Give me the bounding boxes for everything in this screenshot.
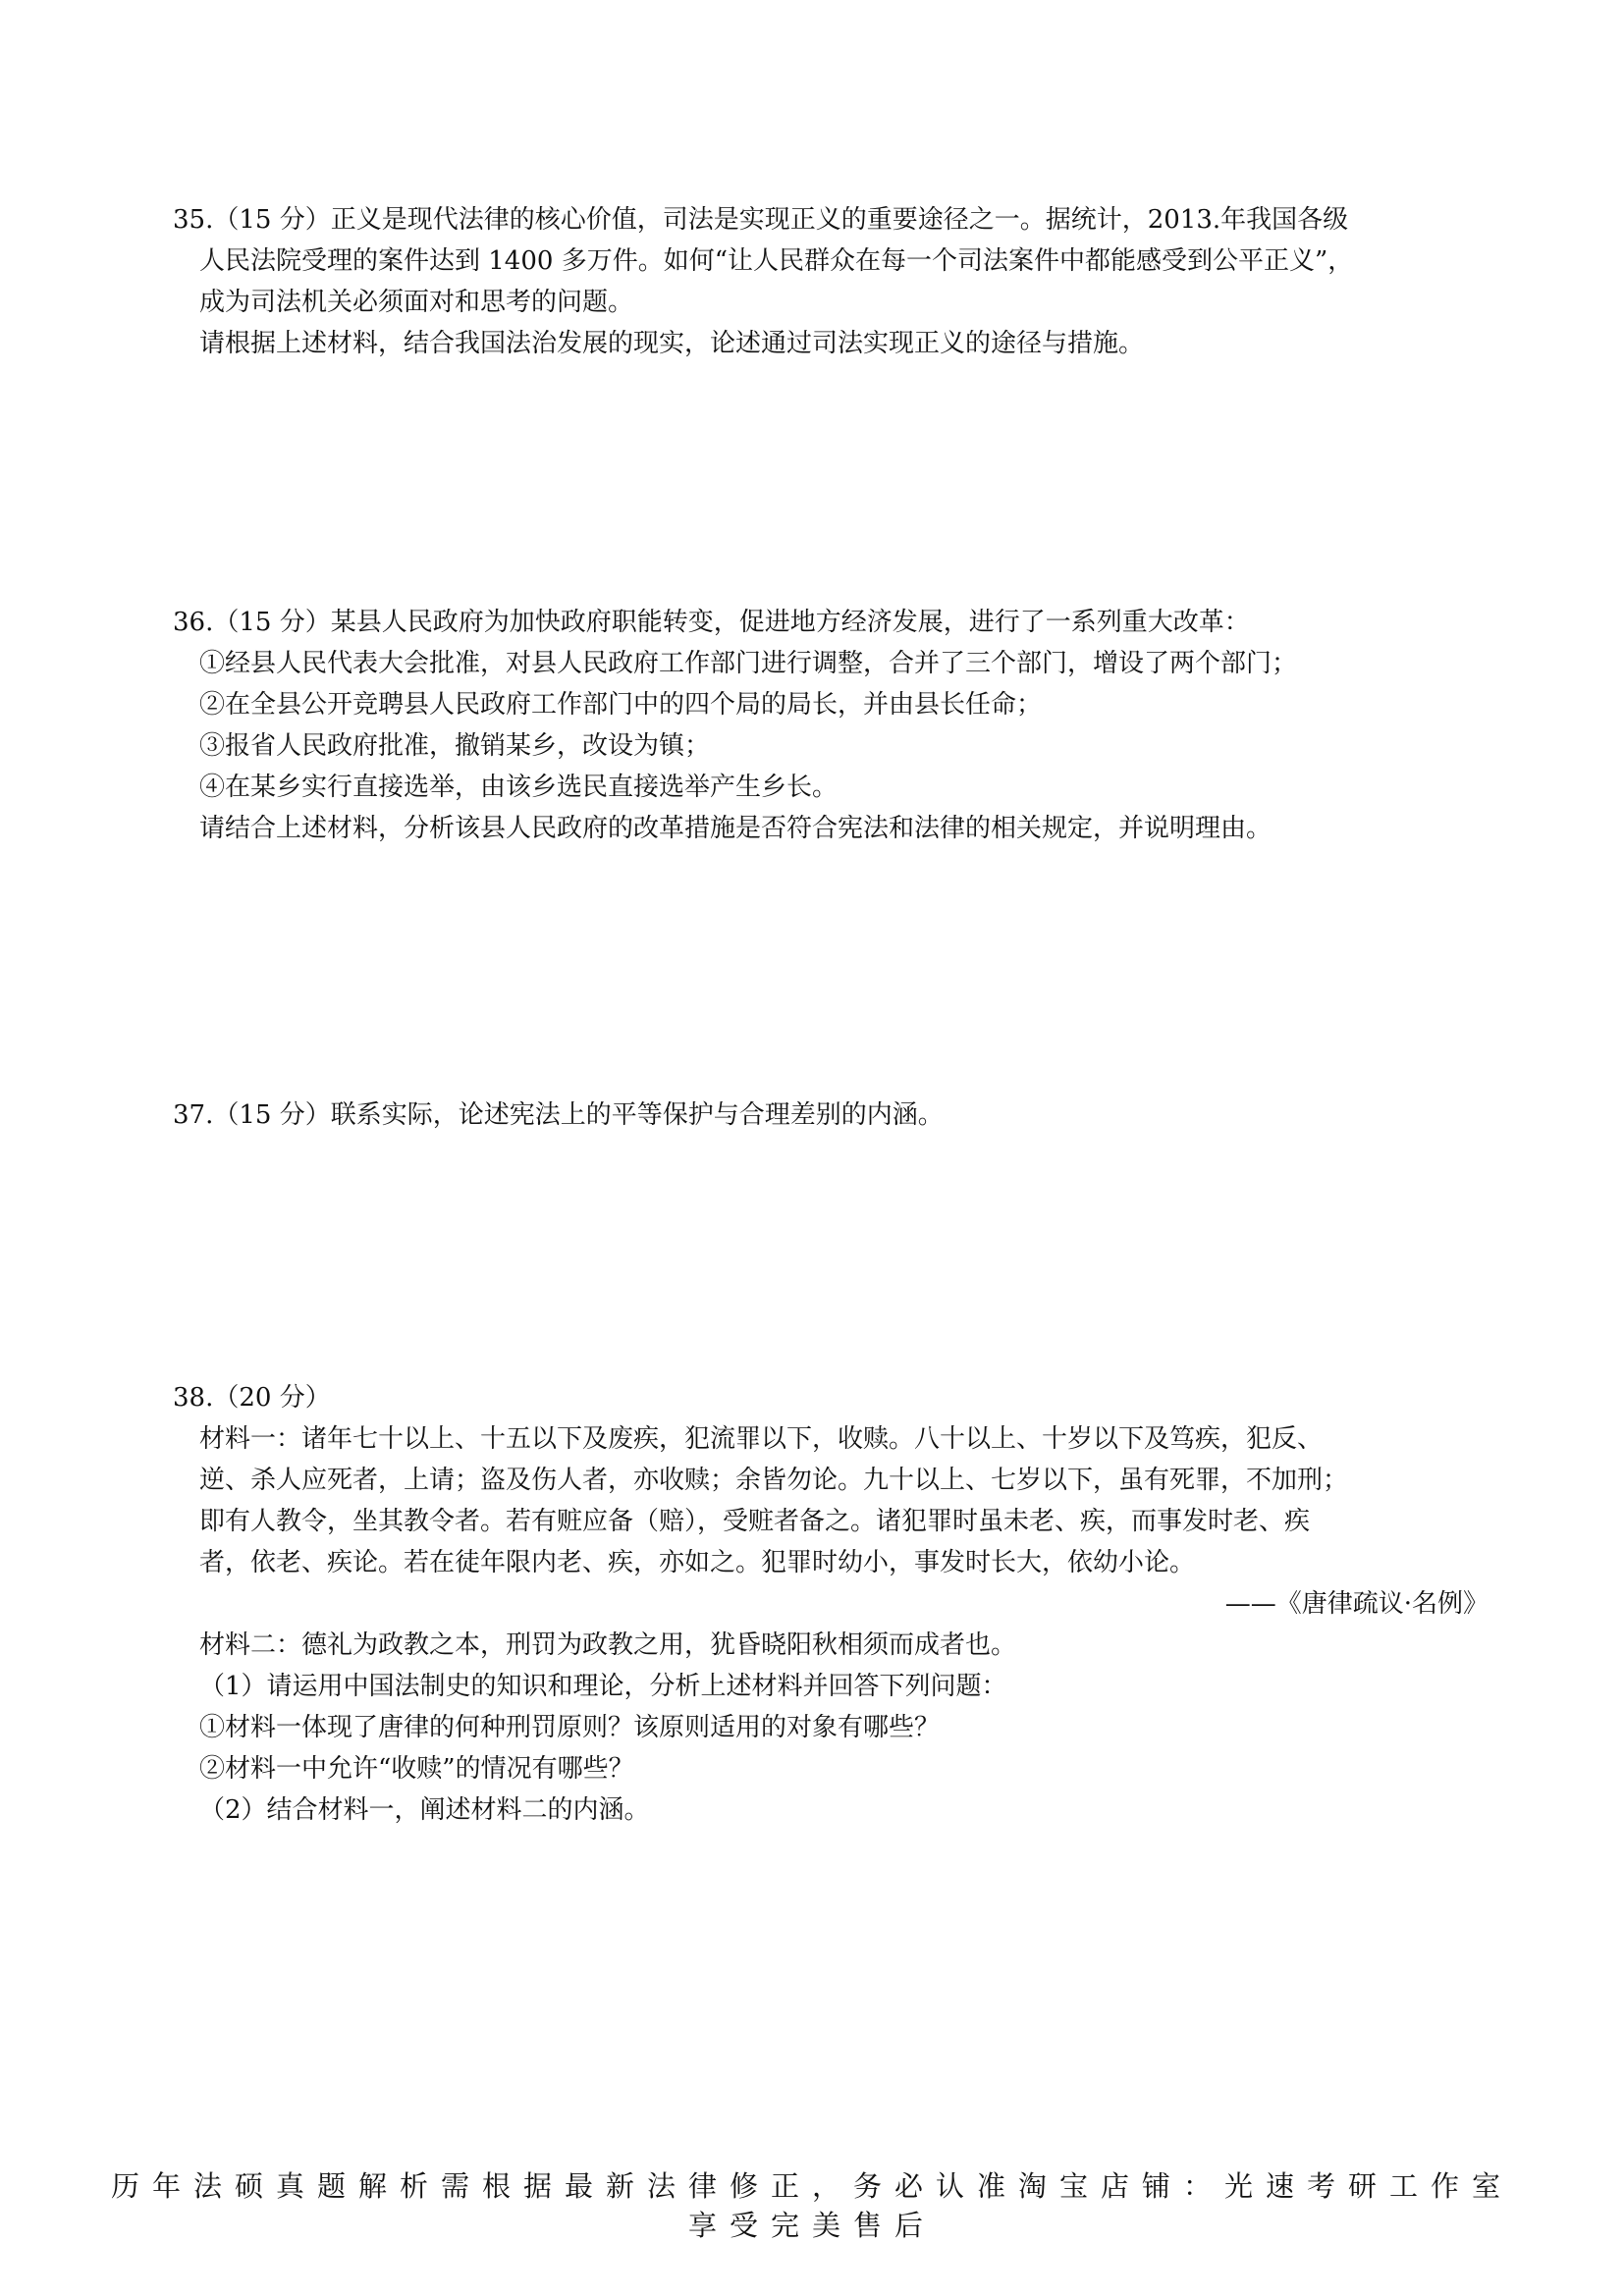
q35-line-1: 35.（15 分）正义是现代法律的核心价值，司法是实现正义的重要途径之一。据统计，2013.年我国各级	[173, 205, 1349, 235]
question-38	[173, 1377, 1489, 1831]
q36-item-2: ②在全县公开竞聘县人民政府工作部门中的四个局的局长，并由县长任命；	[199, 690, 1043, 720]
q35-line-4: 请根据上述材料，结合我国法治发展的现实，论述通过司法实现正义的途径与措施。	[199, 329, 1145, 358]
q37-line-1: 37.（15 分）联系实际，论述宪法上的平等保护与合理差别的内涵。	[173, 1100, 944, 1130]
footer-notice-line-2: 享受完美售后	[687, 2209, 936, 2242]
q38-material1-source: ——《唐律疏议·名例》	[1224, 1589, 1489, 1619]
q38-subquestion-1-item-2: ②材料一中允许“收赎”的情况有哪些？	[199, 1754, 634, 1784]
footer-notice: 历年法硕真题解析需根据最新法律修正，务必认准淘宝店铺：光速考研工作室	[110, 2169, 1513, 2203]
q38-subquestion-2: （2）结合材料一，阐述材料二的内涵。	[199, 1795, 650, 1825]
q36-item-1: ①经县人民代表大会批准，对县人民政府工作部门进行调整，合并了三个部门，增设了两个部门；	[199, 649, 1298, 678]
q38-header: 38.（20 分）	[173, 1383, 331, 1413]
q36-line-1: 36.（15 分）某县人民政府为加快政府职能转变，促进地方经济发展，进行了一系列重大改革：	[173, 608, 1250, 637]
q36-item-3: ③报省人民政府批准，撤销某乡，改设为镇；	[199, 731, 711, 761]
q35-line-3: 成为司法机关必须面对和思考的问题。	[199, 288, 634, 317]
q38-material1-line-4: 者，依老、疾论。若在徒年限内老、疾，亦如之。犯罪时幼小，事发时长大，依幼小论。	[199, 1548, 1196, 1577]
q38-subquestion-1: （1）请运用中国法制史的知识和理论，分析上述材料并回答下列问题：	[199, 1672, 1007, 1701]
q38-material1-line-1: 材料一：诸年七十以上、十五以下及废疾，犯流罪以下，收赎。八十以上、十岁以下及笃疾，犯反、	[199, 1424, 1324, 1454]
q38-material2: 材料二：德礼为政教之本，刑罚为政教之用，犹昏晓阳秋相须而成者也。	[199, 1630, 1017, 1660]
question-37	[173, 1095, 1489, 1136]
q38-subquestion-1-item-1: ①材料一体现了唐律的何种刑罚原则？该原则适用的对象有哪些？	[199, 1713, 941, 1742]
q38-material1-line-2: 逆、杀人应死者，上请；盗及伤人者，亦收赎；余皆勿论。九十以上、七岁以下，虽有死罪，不加刑；	[199, 1466, 1349, 1495]
question-35	[173, 199, 1489, 364]
q36-item-4: ④在某乡实行直接选举，由该乡选民直接选举产生乡长。	[199, 773, 839, 802]
q36-prompt: 请结合上述材料，分析该县人民政府的改革措施是否符合宪法和法律的相关规定，并说明理由。	[199, 814, 1272, 843]
q35-line-2: 人民法院受理的案件达到 1400 多万件。如何“让人民群众在每一个司法案件中都能感受到公平正义”，	[199, 246, 1354, 276]
q38-material1-line-3: 即有人教令，坐其教令者。若有赃应备（赔），受赃者备之。诸犯罪时虽未老、疾，而事发时老、疾	[199, 1507, 1311, 1536]
question-36	[173, 602, 1489, 849]
